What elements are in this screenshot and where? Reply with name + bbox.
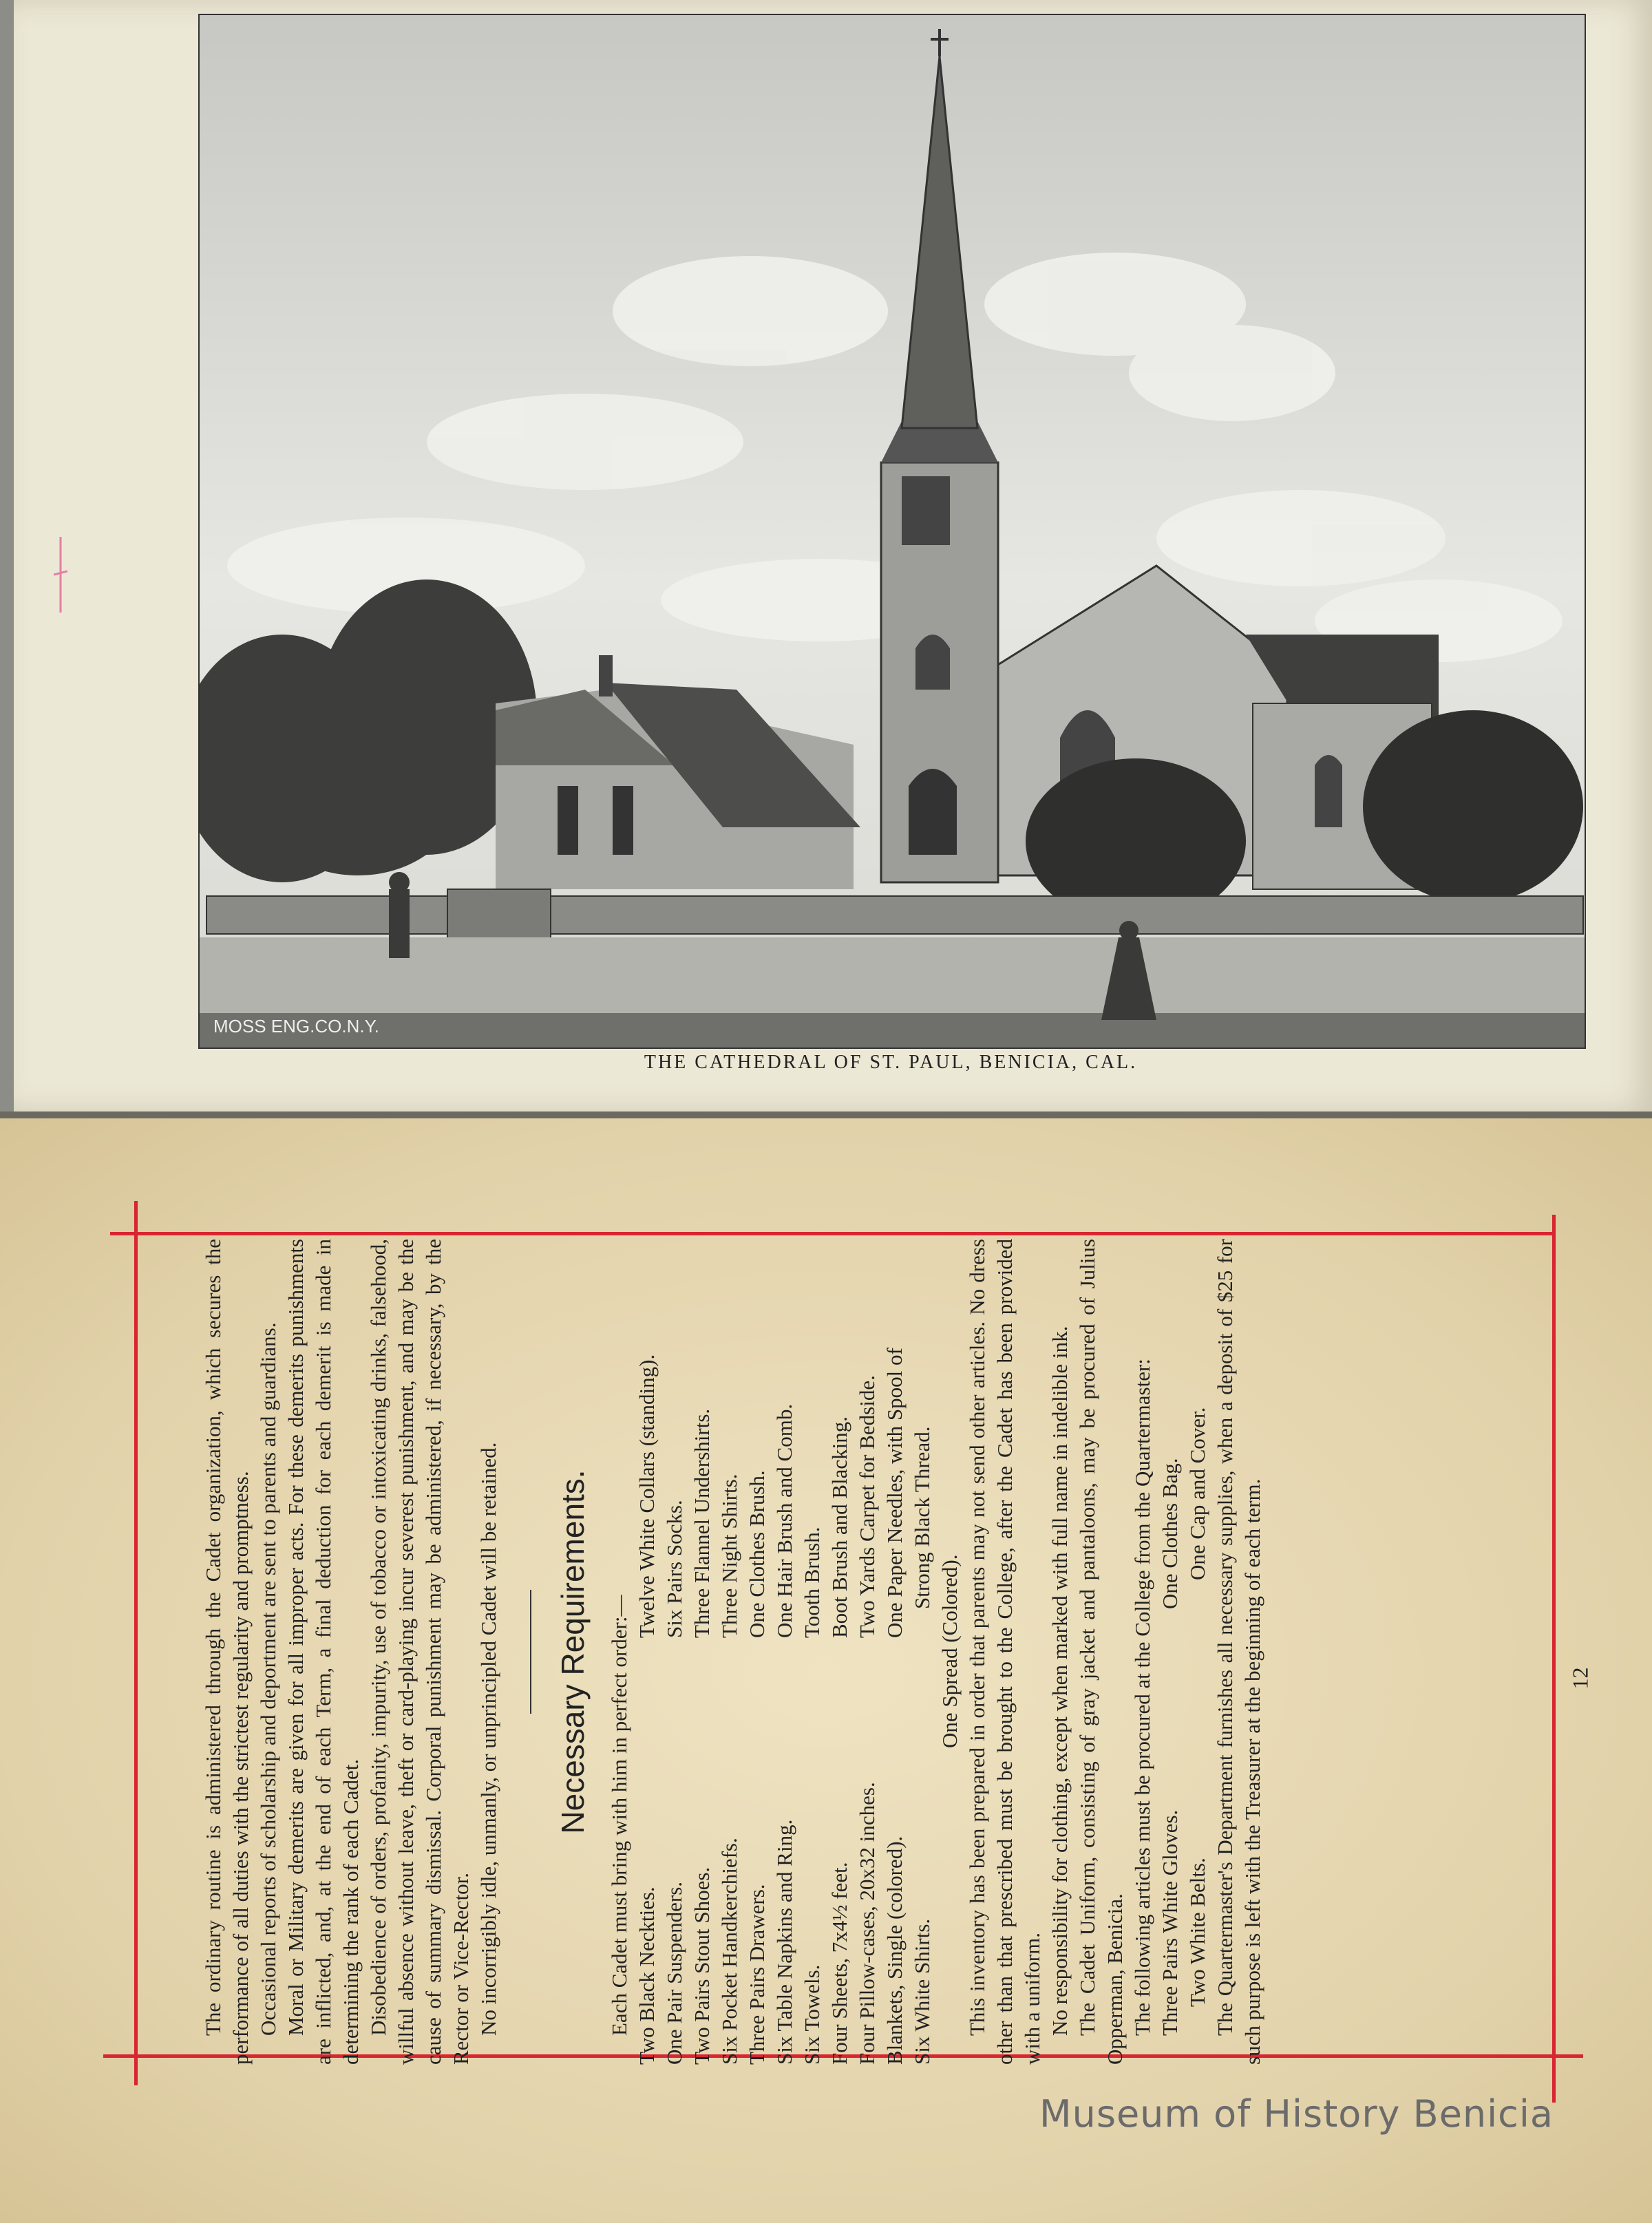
paragraph-retained: No incorrigibly idle, unmanly, or unprincipled Cadet will be retained. bbox=[476, 1442, 500, 2036]
watermark: Museum of History Benicia bbox=[1039, 2092, 1554, 2136]
trees-left bbox=[200, 579, 537, 882]
paragraph-reports: Occasional reports of scholarship and deportment are sent to parents and guardians. bbox=[256, 1322, 280, 2036]
engraving-caption: THE CATHEDRAL OF ST. PAUL, BENICIA, CAL. bbox=[644, 1052, 1138, 1073]
rotated-text-block bbox=[200, 1239, 1521, 2065]
paragraph-inventory: This inventory has been prepared in order that parents may not send other articles. No dress other than that prescribed must be brought to the College, after the Cadet has been provided with a uniform. bbox=[965, 1239, 1044, 2065]
list-item: Blankets, Single (colored). One Paper Needles, with Spool of bbox=[882, 1348, 907, 2065]
section-title: Necessary Requirements. bbox=[555, 1469, 591, 1834]
cathedral-engraving bbox=[198, 14, 1586, 1049]
paragraph-disobedience: Disobedience of orders, profanity, impurity, use of tobacco or intoxicating drinks, falsehood, willful absence without leave, theft or card-playing incur severest punishment, and may be the cause of summary dismissal. Corporal punishment may be administered, if necessary, by the Rector or Vice-Rector. bbox=[366, 1239, 473, 2065]
red-rule-right bbox=[1552, 1215, 1556, 2103]
top-page bbox=[14, 0, 1652, 1114]
engraver-credit: MOSS ENG.CO.N.Y. bbox=[213, 1016, 379, 1036]
list-item: Four Sheets, 7x4½ feet. Boot Brush and Blacking. bbox=[827, 1416, 851, 2065]
small-chapel bbox=[496, 655, 860, 889]
requirements-list bbox=[633, 1239, 964, 2065]
pink-ink-mark bbox=[54, 537, 67, 613]
list-item: Four Pillow-cases, 20x32 inches. Two Yards Carpet for Bedside. bbox=[855, 1375, 879, 2065]
cathedral-illustration bbox=[200, 15, 1585, 1047]
paragraph-deposit: The Quartermaster's Department furnishes all necessary supplies, when a deposit of $25 for such purpose is left with the Treasurer at the beginning of each term. bbox=[1213, 1239, 1264, 2065]
requirements-intro: Each Cadet must bring with him in perfect order:— bbox=[607, 1595, 631, 2036]
list-item: One Pair Suspenders. Six Pairs Socks. bbox=[662, 1500, 686, 2065]
book-gutter bbox=[0, 1112, 1652, 1118]
list-item: Six Pocket Handkerchiefs. Three Night Shirts. bbox=[717, 1474, 741, 2065]
paragraph-responsibility: No responsibility for clothing, except when marked with full name in indelible ink. bbox=[1048, 1326, 1072, 2036]
paragraph-quartermaster: The following articles must be procured at the College from the Quartermaster: bbox=[1130, 1359, 1154, 2036]
list-item: Two Black Neckties. Twelve White Collars (standing). bbox=[635, 1354, 659, 2065]
paragraph-demerits: Moral or Military demerits are given for all improper acts. For these demerits punishments are inflicted, and, at the end of each Term, a final deduction for each demerit is made in determining the rank of each Cadet. bbox=[284, 1239, 363, 2065]
paragraph-routine: The ordinary routine is administered through the Cadet organization, which secures the performance of all duties with the strictest regularity and promptness. bbox=[201, 1239, 253, 2065]
list-item-spread: One Spread (Colored). bbox=[938, 1554, 962, 1748]
quartermaster-list bbox=[1156, 1239, 1211, 2065]
list-item: Three Pairs Drawers. One Clothes Brush. bbox=[745, 1470, 769, 2065]
red-rule-top bbox=[110, 1232, 1556, 1235]
paragraph-uniform: The Cadet Uniform, consisting of gray jacket and pantaloons, may be procured of Julius Opperman, Benicia. bbox=[1075, 1239, 1127, 2065]
list-item: Two White Belts. One Cap and Cover. bbox=[1185, 1407, 1209, 2007]
list-item: Six Table Napkins and Ring. One Hair Brush and Comb. bbox=[772, 1403, 796, 2065]
red-rule-left bbox=[134, 1201, 138, 2085]
page-number: 12 bbox=[1567, 1667, 1593, 1690]
church-spire bbox=[881, 29, 998, 882]
list-item: Six Towels. Tooth Brush. bbox=[800, 1527, 824, 2065]
street-edge bbox=[200, 1013, 1585, 1047]
list-item: Six White Shirts. Strong Black Thread. bbox=[910, 1426, 934, 2065]
section-divider bbox=[530, 1590, 531, 1714]
list-item: Three Pairs White Gloves. One Clothes Bag. bbox=[1158, 1458, 1182, 2036]
list-item: Two Pairs Stout Shoes. Three Flannel Undershirts. bbox=[690, 1408, 714, 2065]
